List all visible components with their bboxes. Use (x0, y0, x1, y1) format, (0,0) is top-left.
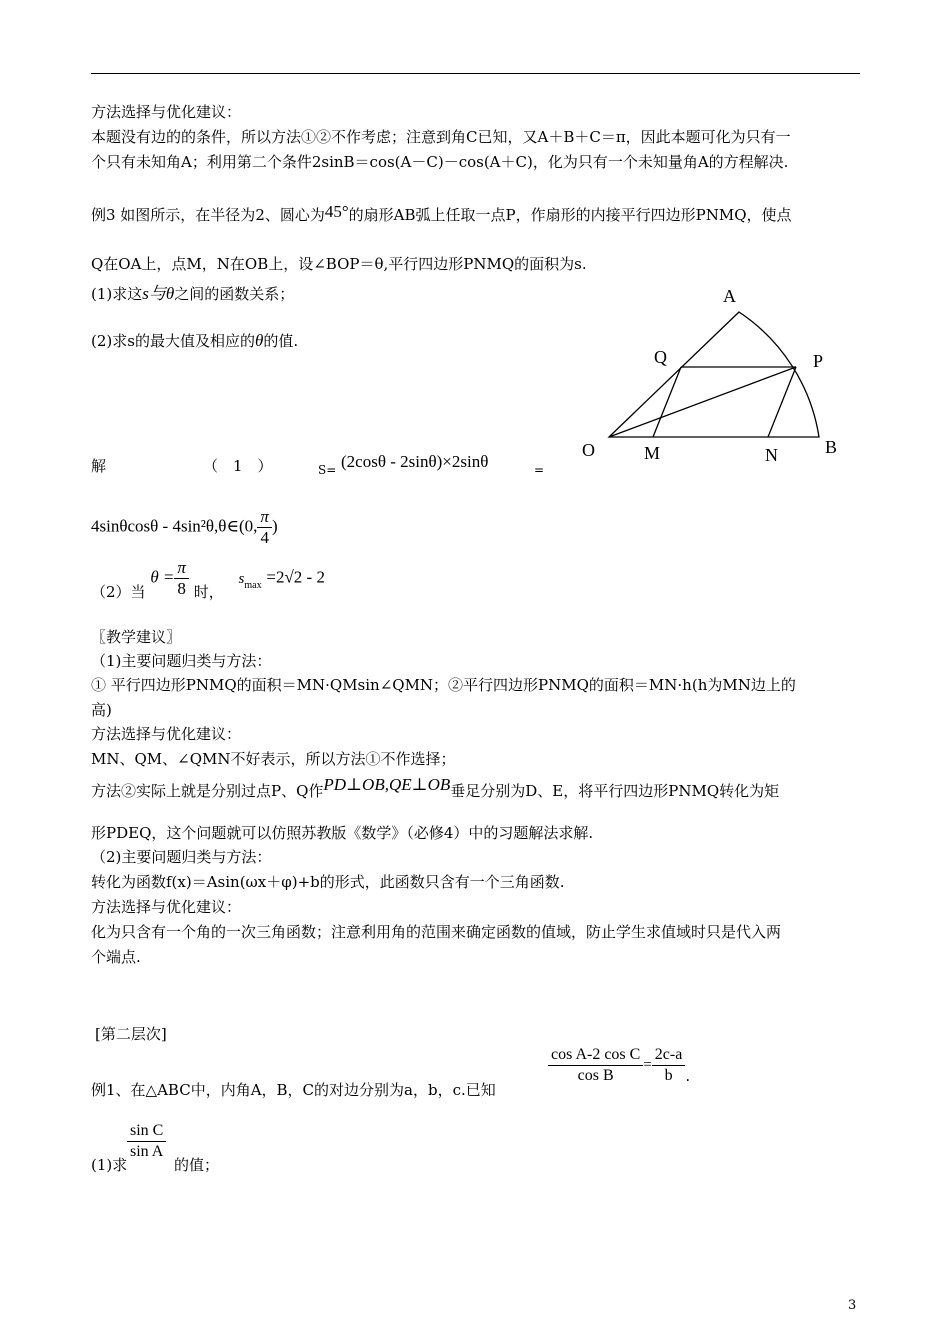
part-1-suffix: 的值； (174, 1156, 220, 1174)
label-o: O (582, 440, 595, 460)
header-rule (91, 73, 860, 74)
teaching-line-5: MN、QM、∠QMN不好表示，所以方法①不作选择； (91, 750, 456, 768)
teaching-heading: 〖教学建议〗 (91, 628, 182, 646)
label-m: M (644, 443, 661, 463)
teaching-line-7: 形PDEQ，这个问题就可以仿照苏教版《数学》（必修4）中的习题解法求解. (91, 824, 594, 842)
segment-pn (768, 367, 796, 437)
label-b: B (825, 437, 838, 457)
teaching-line-9: 转化为函数f(x)＝Asin(ωx＋φ)+b的形式，此函数只含有一个三角函数. (91, 873, 565, 891)
label-a: A (723, 286, 736, 306)
teaching-line-6: 方法②实际上就是分别过点P、Q作PD⊥OB,QE⊥OB垂足分别为D、E，将平行四边形PNMQ转化为矩 (91, 775, 780, 800)
teaching-line-4: 方法选择与优化建议： (91, 725, 242, 743)
segment-op (609, 367, 796, 437)
advice-line-2: 个只有未知角A；利用第二个条件2sinB＝cos(A－C)－cos(A＋C)，化为只有一个未知量角A的方程解决. (91, 153, 789, 171)
teaching-line-11: 化为只含有一个角的一次三角函数；注意利用角的范围来确定函数的值域，防止学生求值域时只是代入两 (91, 923, 782, 941)
solution-formula: 4sinθcosθ - 4sin²θ,θ∈(0, $\frac{\pi}{4}$ ) (91, 507, 278, 547)
example-3-line-1: 例3 如图所示，在半径为2、圆心为45°的扇形AB弧上任取一点P，作扇形的内接平行四边形PNMQ，使点 (91, 202, 792, 224)
question-1: (1)求这s与θ之间的函数关系； (91, 284, 295, 303)
advice-heading: 方法选择与优化建议： (91, 103, 242, 121)
level-two-heading: [第二层次] (95, 1025, 167, 1043)
page-number: 3 (848, 1298, 857, 1313)
teaching-line-12: 个端点. (91, 948, 141, 966)
sector-outline (609, 312, 819, 437)
segment-qm (653, 367, 681, 437)
example-1-equation: $\frac{\text{cos A-2 cos C}}{\text{cos B}}$ = $\frac{2c-a}{b}$ . (548, 1045, 690, 1086)
teaching-line-1: （1)主要问题归类与方法： (91, 652, 272, 670)
part-1-prompt: (1)求 (91, 1156, 128, 1174)
part-1-fraction: $\frac{\text{sin C}}{\text{sin A}}$ (127, 1121, 166, 1162)
teaching-line-2: ① 平行四边形PNMQ的面积＝MN·QMsin∠QMN；②平行四边形PNMQ的面积＝MN·h(h为MN边上的 (91, 676, 796, 694)
label-n: N (765, 445, 778, 463)
advice-line-1: 本题没有边的的条件，所以方法①②不作考虑；注意到角C已知，又A＋B＋C＝π，因此本题可化为只有一 (91, 128, 791, 146)
teaching-line-8: （2)主要问题归类与方法： (91, 848, 272, 866)
teaching-line-10: 方法选择与优化建议： (91, 898, 242, 916)
label-q: Q (654, 347, 667, 367)
example-1-statement: 例1、在△ABC中，内角A，B，C的对边分别为a，b，c.已知 (91, 1081, 496, 1099)
sector-figure (578, 283, 864, 463)
example-3-line-2: Q在OA上，点M，N在OB上，设∠BOP＝θ,平行四边形PNMQ的面积为s. (91, 255, 587, 273)
solution-part-1: 解 （ 1 ） S= (2cosθ - 2sinθ)×2sinθ = (91, 452, 545, 477)
solution-part-2: （2）当 θ = $\frac{\pi}{8}$ 时， $s_{max} =2√2 - 2$ (91, 558, 325, 601)
question-2: (2)求s的最大值及相应的θ的值. (91, 331, 299, 350)
label-p: P (813, 351, 824, 371)
teaching-line-3: 高) (91, 701, 112, 719)
